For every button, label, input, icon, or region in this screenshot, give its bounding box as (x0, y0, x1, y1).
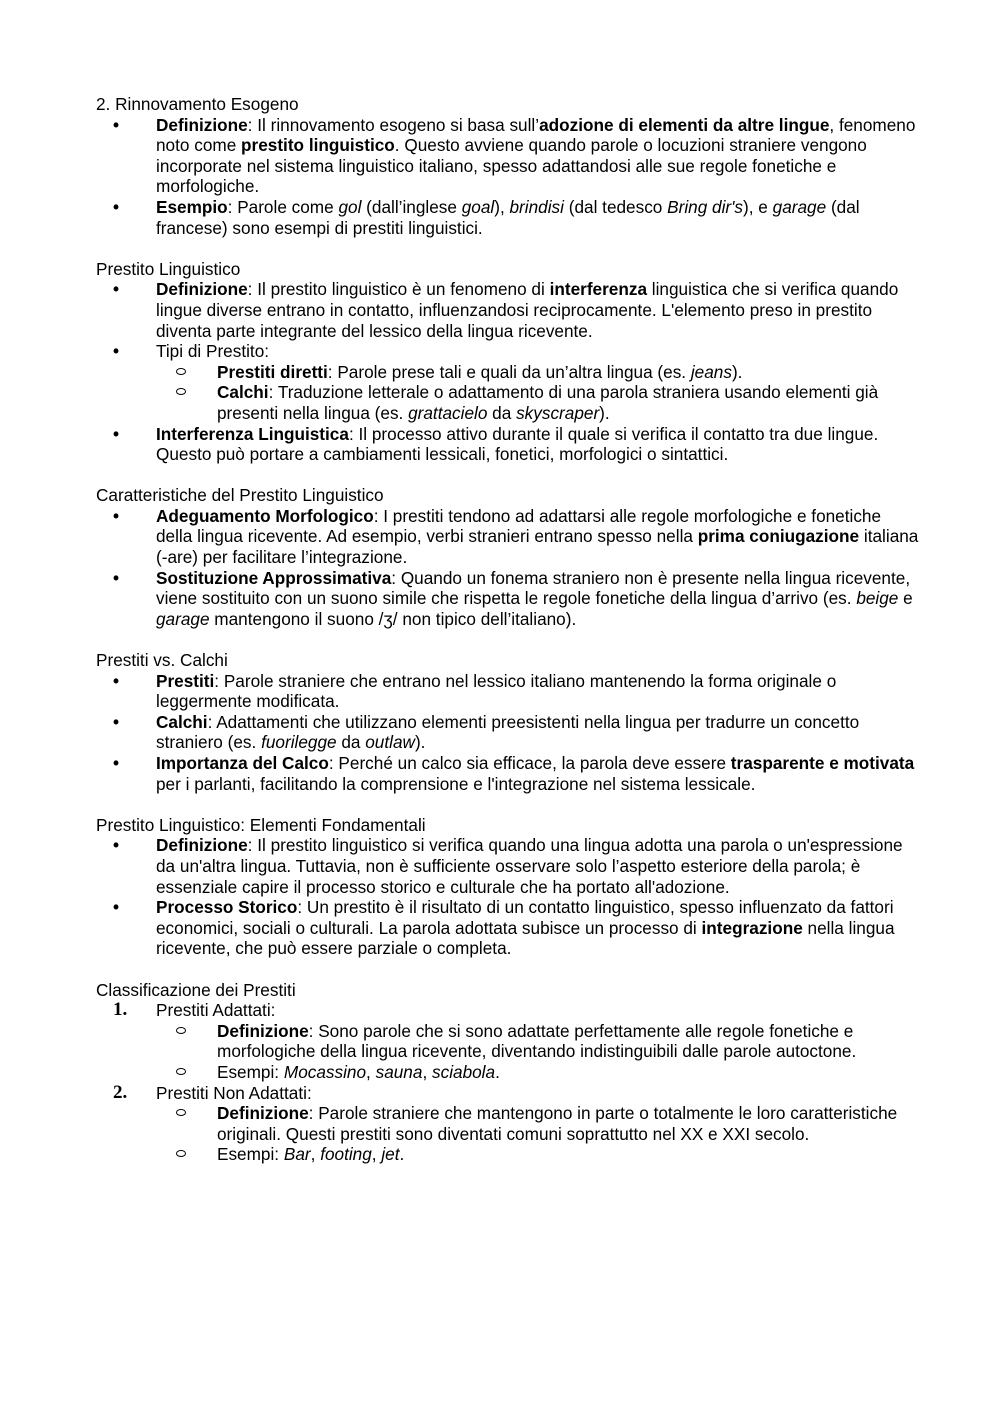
bullet-icon: • (113, 897, 120, 918)
text-run: linguistica che si verifica quando lingue diverse entrano in contatto, influenzandosi reciprocamente. L'elemento preso in prestito diventa parte integrante del lessico della lingua ricevente. (156, 279, 899, 341)
list-item (0, 835, 1000, 897)
list-item (0, 197, 1000, 238)
italic-text: outlaw (365, 732, 415, 753)
text-run: : Parole prese tali e quali da un’altra lingua (es. (327, 361, 691, 382)
circle-bullet-icon (176, 1150, 186, 1157)
bullet-icon: • (113, 114, 120, 135)
text-run: ). (414, 732, 426, 753)
italic-text: fuorilegge (261, 732, 337, 753)
section (0, 259, 1000, 465)
bullet-icon: • (113, 835, 120, 856)
section-title: Classificazione dei Prestiti (96, 979, 296, 1000)
section (0, 980, 1000, 1165)
italic-text: beige (856, 588, 899, 609)
text-run: : Adattamenti che utilizzano elementi preesistenti nella lingua per tradurre un concetto straniero (es. (156, 711, 860, 753)
section-title: Prestito Linguistico (96, 258, 241, 279)
bullet-icon: • (113, 505, 120, 526)
list-item (0, 568, 1000, 630)
list-item (0, 1083, 1000, 1104)
text-run: : Parole straniere che entrano nel lessico italiano mantenendo la forma originale o leggermente modificata. (156, 670, 837, 712)
text-run: : Quando un fonema straniero non è presente nella lingua ricevente, viene sostituito con un suono simile che rispetta le regole fonetiche della lingua d’arrivo (es. (156, 567, 911, 609)
bold-text: prestito linguistico (241, 135, 395, 156)
sub-list-item (0, 382, 1000, 423)
bold-text: integrazione (701, 917, 803, 938)
italic-text: sauna (375, 1061, 423, 1082)
text-run: ), e (743, 196, 773, 217)
text-run: : Traduzione letterale o adattamento di una parola straniera usando elementi già presenti nella lingua (es. (217, 382, 879, 423)
italic-text: brindisi (509, 196, 564, 217)
italic-text: garage (772, 196, 827, 217)
bullet-icon: • (113, 423, 120, 444)
bold-text: Processo Storico (156, 897, 298, 918)
text-run: : Parole straniere che mantengono in parte o totalmente le loro caratteristiche originali. Questi prestiti sono diventati comuni soprattutto nel XX e XXI secolo. (217, 1103, 898, 1144)
bold-text: Prestiti (156, 670, 215, 691)
bold-text: Importanza del Calco (156, 753, 329, 773)
section (0, 815, 1000, 959)
italic-text: jet (381, 1144, 400, 1165)
bullet-icon: • (113, 196, 120, 217)
italic-text: gol (338, 196, 362, 217)
bold-text: Definizione (156, 835, 248, 856)
italic-text: garage (156, 608, 210, 629)
list-item (0, 712, 1000, 753)
list-item (0, 897, 1000, 959)
circle-bullet-icon (176, 388, 186, 395)
text-run: da (487, 402, 517, 423)
text-run: Prestiti Adattati: (156, 1000, 276, 1021)
italic-text: Mocassino (283, 1061, 367, 1082)
text-run: mantengono il suono /ʒ/ non tipico dell’italiano). (209, 608, 577, 629)
section-title: Caratteristiche del Prestito Linguistico (96, 485, 384, 506)
italic-text: footing (320, 1144, 372, 1165)
text-run: (dal tedesco (563, 196, 668, 217)
bullet-icon: • (113, 341, 120, 362)
italic-text: sciabola (432, 1061, 496, 1082)
bold-text: Calchi (156, 711, 208, 732)
text-run: Prestiti Non Adattati: (156, 1082, 312, 1103)
list-number: 2. (113, 1081, 128, 1103)
bold-text: adozione di elementi da altre lingue (539, 114, 830, 135)
text-run: ), (494, 196, 510, 217)
bold-text: Definizione (156, 114, 248, 135)
text-run: : Perché un calco sia efficace, la parola deve essere (328, 753, 731, 773)
text-run: , fenomeno noto come (156, 114, 916, 156)
bullet-icon: • (113, 670, 120, 691)
text-run: . (495, 1061, 500, 1082)
section-title: Prestito Linguistico: Elementi Fondamentali (96, 814, 426, 835)
bold-text: Esempio (156, 196, 228, 217)
list-number: 1. (113, 999, 128, 1021)
italic-text: Bring dir's (667, 196, 744, 217)
text-run: : Sono parole che si sono adattate perfettamente alle regole fonetiche e morfologiche della lingua ricevente, diventando indistinguibili dalle parole autoctone. (217, 1020, 857, 1062)
document-page (0, 94, 1000, 1185)
section (0, 485, 1000, 629)
text-run: : Il processo attivo durante il quale si verifica il contatto tra due lingue. Questo può portare a cambiamenti lessicali, fonetici, morfologici o sintattici. (156, 423, 879, 465)
text-run: Tipi di Prestito: (156, 341, 270, 362)
bullet-icon: • (113, 753, 120, 773)
bullet-icon: • (113, 711, 120, 732)
list-item (0, 753, 1000, 794)
circle-bullet-icon (176, 368, 186, 375)
list-item (0, 424, 1000, 465)
sub-list-item (0, 1062, 1000, 1083)
bullet-icon: • (113, 279, 120, 300)
text-run: nella lingua ricevente, che può essere parziale o completa. (156, 917, 895, 959)
text-run: : I prestiti tendono ad adattarsi alle regole morfologiche e fonetiche della lingua ricevente. Ad esempio, verbi stranieri entrano spesso nella (156, 505, 882, 547)
text-run: : Il rinnovamento esogeno si basa sull’ (247, 114, 540, 135)
list-item (0, 115, 1000, 197)
list-item (0, 506, 1000, 568)
italic-text: goal (461, 196, 495, 217)
text-run: ). (731, 361, 743, 382)
sub-list-item (0, 1144, 1000, 1165)
section (0, 94, 1000, 238)
sub-list-item (0, 1103, 1000, 1144)
bold-text: Definizione (217, 1103, 309, 1124)
italic-text: jeans (690, 361, 732, 382)
text-run: (dall’inglese (361, 196, 462, 217)
bullet-icon: • (113, 567, 120, 588)
text-run: per i parlanti, facilitando la comprensione e l'integrazione nel sistema lessicale. (156, 773, 756, 794)
circle-bullet-icon (176, 1068, 186, 1075)
sub-list-item (0, 362, 1000, 383)
text-run: . Questo avviene quando parole o locuzioni straniere vengono incorporate nel sistema linguistico italiano, spesso adattandosi alle sue regole fonetiche e morfologiche. (156, 135, 867, 197)
bold-text: Definizione (217, 1020, 309, 1041)
text-run: : Il prestito linguistico è un fenomeno di (247, 279, 550, 300)
section-title: 2. Rinnovamento Esogeno (96, 94, 299, 114)
bold-text: prima coniugazione (697, 526, 860, 547)
text-run: Esempi: (217, 1144, 284, 1165)
text-run: , (366, 1061, 376, 1082)
text-run: , (422, 1061, 432, 1082)
bold-text: Definizione (156, 279, 248, 300)
bold-text: Interferenza Linguistica (156, 423, 349, 444)
bold-text: Calchi (217, 382, 269, 403)
section-title: Prestiti vs. Calchi (96, 650, 228, 671)
circle-bullet-icon (176, 1109, 186, 1116)
section (0, 650, 1000, 794)
italic-text: Bar (283, 1144, 311, 1165)
bold-text: trasparente e motivata (730, 753, 915, 773)
circle-bullet-icon (176, 1027, 186, 1034)
text-run: (dal francese) sono esempi di prestiti linguistici. (156, 196, 860, 238)
italic-text: skyscraper (516, 402, 600, 423)
bold-text: Adeguamento Morfologico (156, 505, 374, 526)
text-run: . (399, 1144, 405, 1165)
bold-text: interferenza (549, 279, 648, 300)
text-run: Esempi: (217, 1061, 284, 1082)
text-run: da (336, 732, 366, 753)
italic-text: grattacielo (408, 402, 488, 423)
bold-text: Sostituzione Approssimativa (156, 567, 392, 588)
text-run: italiana (-are) per facilitare l’integrazione. (156, 526, 919, 568)
text-run: ). (599, 402, 610, 423)
list-item (0, 279, 1000, 341)
text-run: e (898, 588, 913, 609)
text-run: , (371, 1144, 382, 1165)
bold-text: Prestiti diretti (217, 361, 328, 382)
list-item (0, 671, 1000, 712)
text-run: , (310, 1144, 321, 1165)
list-item (0, 1000, 1000, 1021)
text-run: : Il prestito linguistico si verifica quando una lingua adotta una parola o un'espressione da un'altra lingua. Tuttavia, non è sufficiente osservare solo l’aspetto esteriore della parola; è essenziale capire il processo storico e culturale che ha portato all'adozione. (156, 835, 903, 897)
sub-list-item (0, 1021, 1000, 1062)
text-run: : Un prestito è il risultato di un contatto linguistico, spesso influenzato da fattori economici, sociali o culturali. La parola adottata subisce un processo di (156, 897, 894, 938)
text-run: : Parole come (227, 196, 339, 217)
list-item (0, 341, 1000, 362)
